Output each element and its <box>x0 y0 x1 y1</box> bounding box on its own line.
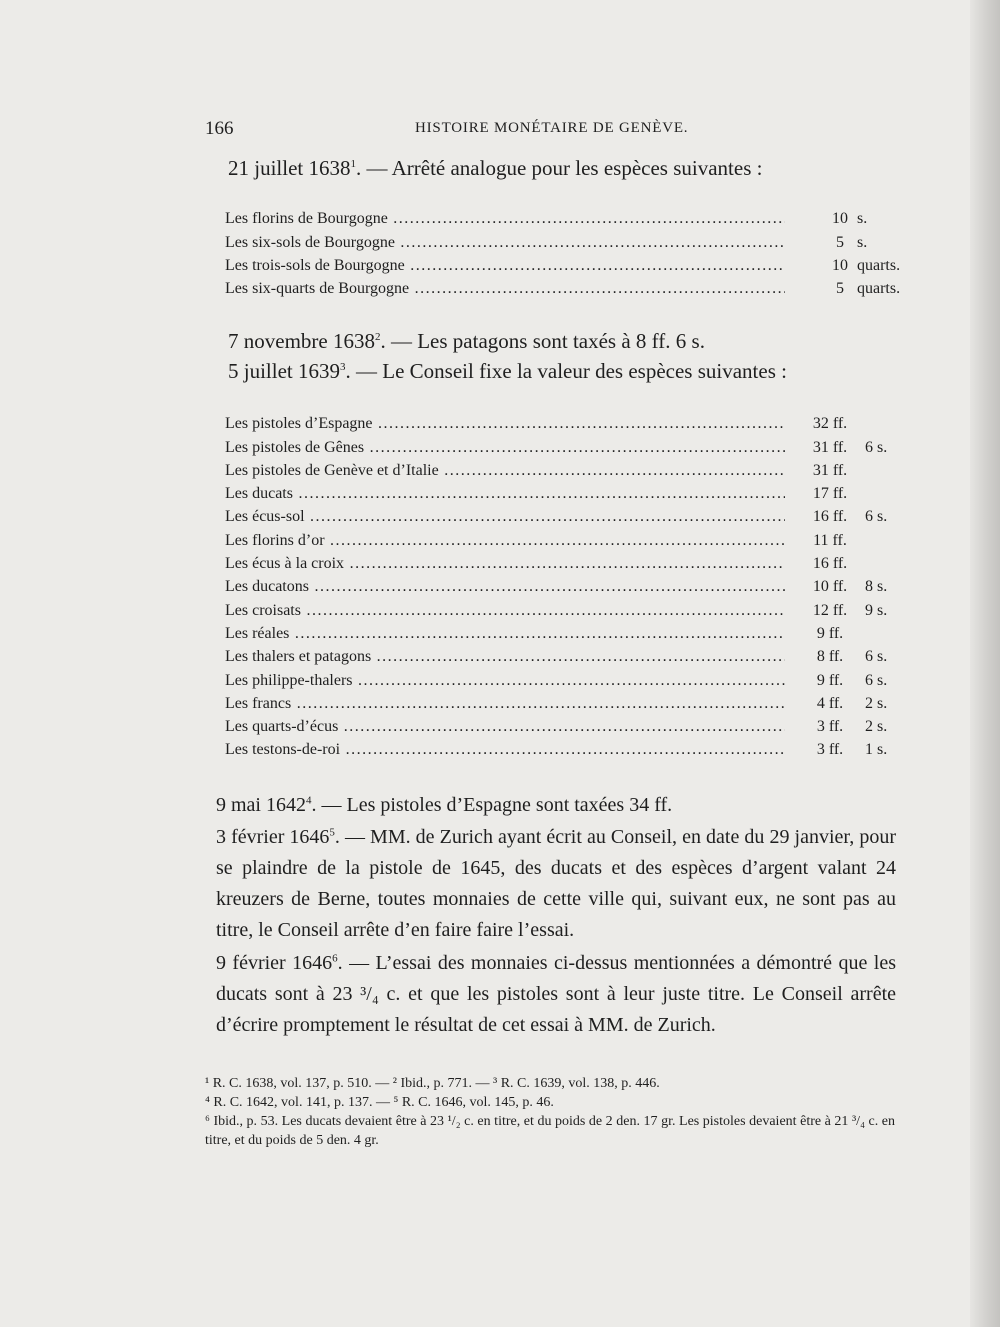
footnotes <box>205 1074 895 1150</box>
entry-5-juillet-1639 <box>228 359 787 384</box>
coin-name: Les pistoles de Genève et d’Italie ..... <box>225 462 785 480</box>
paragraph-3-fevrier-1646 <box>216 822 896 946</box>
entry-date: 21 juillet 1638 <box>228 156 351 180</box>
entry-date: 7 novembre 1638 <box>228 329 375 353</box>
coin-value: 3 ff. <box>816 741 844 759</box>
coin-value: 32 ff. <box>812 415 848 433</box>
coin-row <box>225 277 905 300</box>
coin-value: 10 <box>832 256 848 274</box>
coin-name: Les florins de Bourgogne ..... <box>225 210 785 228</box>
coin-name: Les réales ..... <box>225 625 785 643</box>
coin-row <box>225 552 905 575</box>
coin-row <box>225 505 905 528</box>
coin-row <box>225 207 905 230</box>
coin-row <box>225 575 905 598</box>
paragraph-9-fevrier-1646 <box>216 948 896 1041</box>
coin-value: 16 ff. <box>812 508 848 526</box>
coin-table-1638 <box>225 207 905 300</box>
footnote-ref: 3 <box>340 361 346 373</box>
coin-name: Les six-sols de Bourgogne ..... <box>225 234 785 252</box>
coin-value: 5 <box>836 280 844 298</box>
coin-value-unit: 1 s. <box>865 741 888 759</box>
coin-name: Les ducatons ..... <box>225 578 785 596</box>
coin-value: 9 ff. <box>816 624 844 642</box>
coin-value: 12 ff. <box>812 601 848 619</box>
para-text: . — MM. de Zurich ayant écrit au Conseil, en date du 29 janvier, pour se plaindre de la pistole de 1645, des ducats et des espèces d’argent valant 24 kreuzers de Berne, toutes monnaies de cette ville qui, suivant eux, ne sont pas au titre, le Conseil arrête d’en faire faire l’essai. <box>216 826 896 941</box>
running-title: HISTOIRE MONÉTAIRE DE GENÈVE. <box>415 120 689 136</box>
entry-text: . — Les patagons sont taxés à 8 ff. 6 s. <box>380 329 705 353</box>
entry-21-juillet-1638 <box>228 156 762 181</box>
coin-table-1639 <box>225 412 905 761</box>
coin-name: Les écus-sol ..... <box>225 508 785 526</box>
coin-value-unit: 2 s. <box>865 694 888 712</box>
entry-text: . — Arrêté analogue pour les espèces suivantes : <box>356 156 763 180</box>
coin-row <box>225 715 905 738</box>
coin-value-unit: 6 s. <box>865 648 888 666</box>
coin-row <box>225 668 905 691</box>
coin-value-unit: 6 s. <box>865 438 888 456</box>
coin-value-unit: quarts. <box>857 256 901 274</box>
para-date: 9 mai 1642 <box>216 794 306 816</box>
coin-row <box>225 622 905 645</box>
coin-name: Les trois-sols de Bourgogne ..... <box>225 257 785 275</box>
coin-row <box>225 230 905 253</box>
coin-name: Les testons-de-roi ..... <box>225 741 785 759</box>
coin-name: Les croisats ..... <box>225 602 785 620</box>
coin-row <box>225 528 905 551</box>
coin-value-unit: s. <box>857 233 868 251</box>
coin-row <box>225 738 905 761</box>
footnote-ref: 5 <box>329 826 335 839</box>
footnote-ref: 2 <box>374 331 381 343</box>
coin-value: 31 ff. <box>812 461 848 479</box>
coin-name: Les philippe-thalers ..... <box>225 672 785 690</box>
paragraph-9-mai-1642 <box>216 790 896 821</box>
coin-name: Les pistoles d’Espagne ..... <box>225 415 785 433</box>
coin-name: Les thalers et patagons ..... <box>225 648 785 666</box>
footnote-line: ⁴ R. C. 1642, vol. 141, p. 137. — ⁵ R. C. 1646, vol. 145, p. 46. <box>205 1095 554 1110</box>
coin-value-unit: 9 s. <box>865 601 888 619</box>
coin-name: Les ducats ..... <box>225 485 785 503</box>
coin-value: 8 ff. <box>816 648 844 666</box>
coin-value-unit: 6 s. <box>865 508 888 526</box>
coin-value: 11 ff. <box>813 531 847 549</box>
coin-row <box>225 692 905 715</box>
coin-value: 10 ff. <box>812 578 848 596</box>
entry-7-novembre-1638 <box>228 329 705 354</box>
coin-name: Les pistoles de Gênes ..... <box>225 439 785 457</box>
footnote-line: ¹ R. C. 1638, vol. 137, p. 510. — ² Ibid., p. 771. — ³ R. C. 1639, vol. 138, p. 446. <box>205 1076 660 1091</box>
coin-row <box>225 482 905 505</box>
footnote-ref: 1 <box>350 158 356 170</box>
footnote-ref: 4 <box>306 794 312 807</box>
coin-row <box>225 435 905 458</box>
coin-name: Les francs ..... <box>225 695 785 713</box>
coin-name: Les quarts-d’écus ..... <box>225 718 785 736</box>
coin-value: 17 ff. <box>812 485 848 503</box>
coin-value: 16 ff. <box>812 555 848 573</box>
coin-value: 4 ff. <box>816 694 844 712</box>
coin-value: 5 <box>836 233 844 251</box>
coin-row <box>225 412 905 435</box>
coin-value-unit: s. <box>857 210 868 228</box>
coin-row <box>225 598 905 621</box>
coin-name: Les écus à la croix ..... <box>225 555 785 573</box>
para-date: 3 février 1646 <box>216 826 330 848</box>
footnote-ref: 6 <box>332 952 338 965</box>
coin-value: 10 <box>832 210 848 228</box>
footnote-line: ⁶ Ibid., p. 53. Les ducats devaient être à 23 ¹/₂ c. en titre, et du poids de 2 den. 17 gr. Les pistoles devaient être à 21 ³/₄ c. en titre, et du poids de 5 den. 4 gr. <box>205 1114 895 1148</box>
coin-value: 9 ff. <box>816 671 844 689</box>
coin-row <box>225 645 905 668</box>
para-date: 9 février 1646 <box>216 952 333 974</box>
coin-value-unit: 6 s. <box>865 671 888 689</box>
coin-name: Les florins d’or ..... <box>225 532 785 550</box>
page-number: 166 <box>205 118 234 139</box>
running-head <box>205 118 895 142</box>
entry-text: . — Le Conseil fixe la valeur des espèces suivantes : <box>345 359 787 383</box>
para-text: . — L’essai des monnaies ci-dessus mentionnées a démontré que les ducats sont à 23 ³/₄ c. et que les pistoles sont à leur juste titre. Le Conseil arrête d’écrire promptement le résultat de cet essai à MM. de Zurich. <box>216 952 896 1036</box>
para-text: . — Les pistoles d’Espagne sont taxées 34 ff. <box>311 794 673 816</box>
entry-date: 5 juillet 1639 <box>228 359 340 383</box>
coin-row <box>225 254 905 277</box>
coin-value-unit: 8 s. <box>865 578 888 596</box>
coin-value-unit: 2 s. <box>865 718 888 736</box>
coin-value: 31 ff. <box>812 438 848 456</box>
coin-value: 3 ff. <box>816 718 844 736</box>
coin-row <box>225 459 905 482</box>
coin-name: Les six-quarts de Bourgogne ..... <box>225 280 785 298</box>
coin-value-unit: quarts. <box>857 280 901 298</box>
